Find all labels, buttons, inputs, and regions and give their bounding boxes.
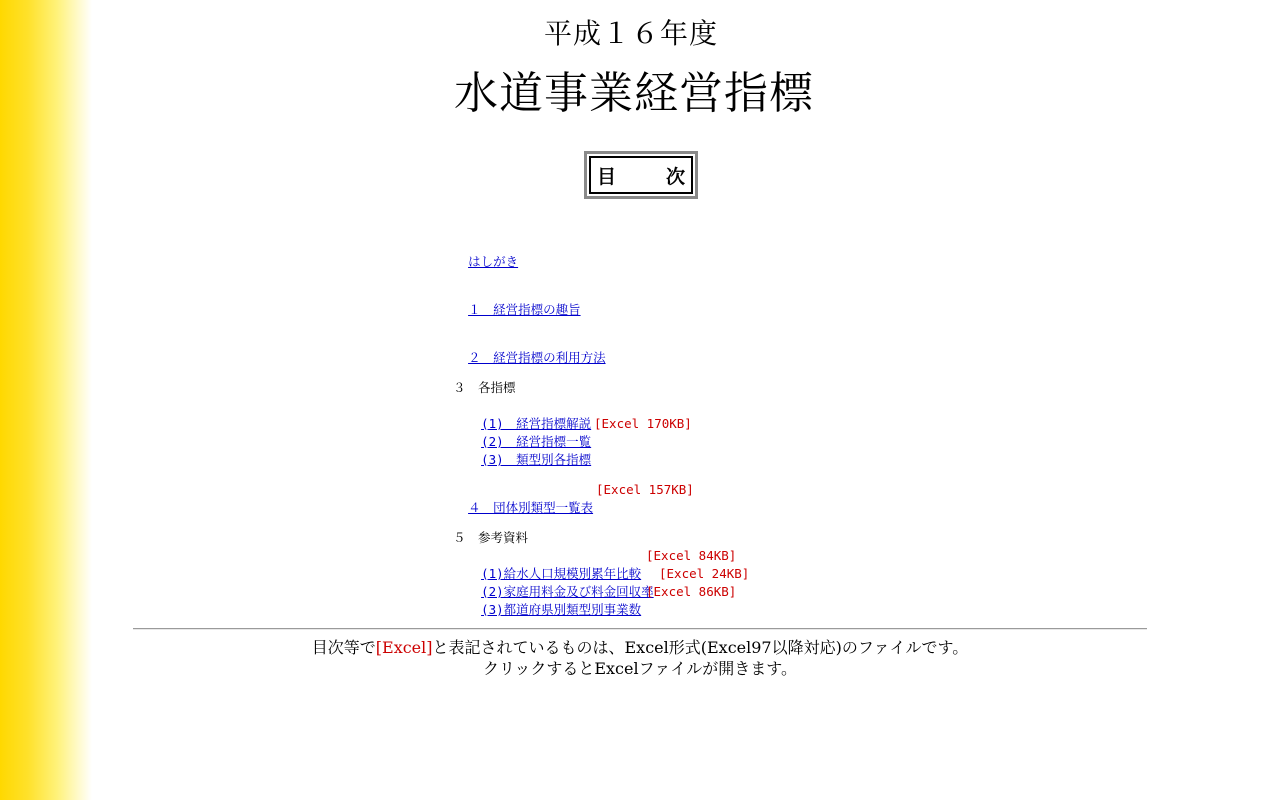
link-indicator-list[interactable]: (2) 経営指標一覧 xyxy=(481,434,592,449)
link-preface[interactable]: はしがき xyxy=(468,254,519,269)
horizontal-divider xyxy=(133,628,1147,630)
toc-row-2 xyxy=(453,331,606,367)
link-prefecture-business-count[interactable]: (3)都道府県別類型別事業数 xyxy=(481,602,642,617)
toc-heading-left: 目 xyxy=(597,165,617,188)
link-management-indicator-purpose[interactable]: １ 経営指標の趣旨 xyxy=(468,302,581,317)
link-household-rates[interactable]: (2)家庭用料金及び料金回収率 xyxy=(481,584,654,599)
toc-section-3: ３ 各指標 xyxy=(453,380,516,395)
fiscal-year-heading: 平成１６年度 xyxy=(543,17,718,50)
excel-tag-household-rates: [Excel 24KB] xyxy=(659,566,750,581)
toc-section-5: ５ 参考資料 xyxy=(453,530,529,545)
page-title: 水道事業経営指標 xyxy=(454,68,814,119)
toc-row-5-3 xyxy=(466,583,641,619)
link-population-scale-comparison[interactable]: (1)給水人口規模別累年比較 xyxy=(481,566,642,581)
note-text-start: 目次等で xyxy=(311,638,376,657)
excel-tag-prefecture-count: [Excel 86KB] xyxy=(646,584,737,599)
link-indicator-usage[interactable]: ２ 経営指標の利用方法 xyxy=(468,350,606,365)
excel-tag-population-scale: [Excel 84KB] xyxy=(646,548,737,563)
excel-note-line-1 xyxy=(0,637,1280,659)
link-indicator-explanation[interactable]: (1) 経営指標解説 xyxy=(481,416,592,431)
toc-heading-right: 次 xyxy=(665,165,685,188)
toc-heading xyxy=(589,156,693,194)
toc-heading-box xyxy=(584,151,698,199)
link-indicators-by-type[interactable]: (3) 類型別各指標 xyxy=(481,452,592,467)
excel-tag-indicator-list: [Excel 170KB] xyxy=(594,416,692,431)
link-type-list-by-entity[interactable]: ４ 団体別類型一覧表 xyxy=(468,500,594,515)
toc-row-preface xyxy=(453,235,518,271)
toc-row-4 xyxy=(453,481,593,517)
toc-row-3-3 xyxy=(466,433,591,469)
excel-note-line-2: クリックするとExcelファイルが開きます。 xyxy=(482,659,797,678)
note-text-end: と表記されているものは、Excel形式(Excel97以降対応)のファイルです。 xyxy=(432,638,969,657)
note-excel-tag: [Excel] xyxy=(375,638,433,657)
excel-tag-type-list: [Excel 157KB] xyxy=(596,482,694,497)
toc-row-1 xyxy=(453,283,581,319)
